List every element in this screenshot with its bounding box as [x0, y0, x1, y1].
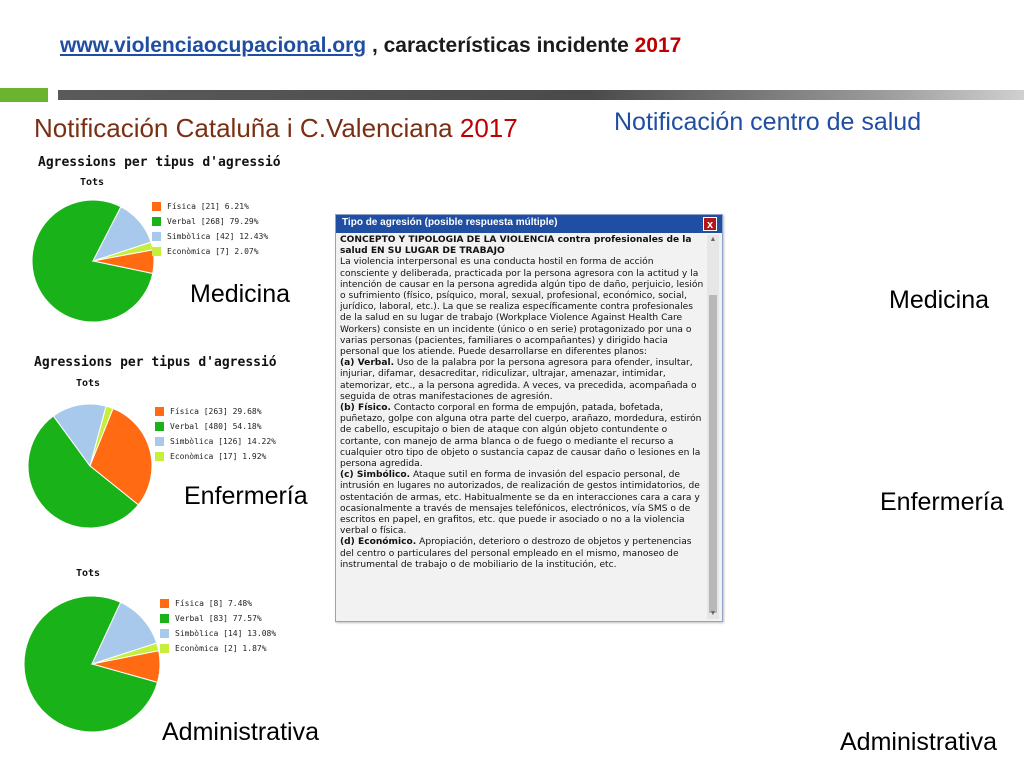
scroll-up-icon[interactable]: ▲	[709, 236, 717, 243]
legend-label: Física [263] 29.68%	[170, 407, 262, 416]
legend-swatch	[152, 232, 161, 241]
legend-swatch	[155, 422, 164, 431]
legend-item	[160, 596, 276, 611]
legend-item	[155, 404, 276, 419]
right-label-administrativa: Administrativa	[840, 728, 997, 756]
close-icon[interactable]: x	[703, 217, 717, 231]
legend-swatch	[155, 437, 164, 446]
chart-2-title: Agressions per tipus d'agressió	[34, 355, 277, 370]
scroll-down-icon[interactable]: ▼	[709, 610, 717, 617]
popup-item-fisico-text: Contacto corporal en forma de empujón, patada, bofetada, puñetazo, golpe con alguna otra parte del cuerpo, arañazo, mordedura, estirón de cabello, escupitajo o bien de ataque con algún objeto contundente o cortante, con manejo de arma blanca o de fuego o mediante el recurso a cualquier otro tipo de objeto o sustancia capaz de causar daño o lesiones en la persona agredida.	[340, 403, 702, 470]
chart-3-legend	[160, 596, 276, 656]
legend-label: Física [21] 6.21%	[167, 202, 249, 211]
chart-1-pie	[30, 198, 156, 324]
legend-swatch	[155, 452, 164, 461]
legend-item	[155, 419, 276, 434]
legend-swatch	[152, 247, 161, 256]
legend-item	[160, 626, 276, 641]
scroll-thumb[interactable]	[709, 295, 717, 613]
legend-swatch	[152, 217, 161, 226]
legend-label: Verbal [480] 54.18%	[170, 422, 262, 431]
chart-2-pie	[26, 402, 154, 530]
legend-swatch	[155, 407, 164, 416]
popup-item-economico	[340, 537, 704, 571]
legend-label: Física [8] 7.48%	[175, 599, 253, 608]
chart-2-label: Enfermería	[184, 482, 308, 510]
popup-heading: CONCEPTO Y TIPOLOGÍA DE LA VIOLENCIA contra profesionales de la salud EN SU LUGAR DE TRABAJO	[340, 235, 692, 257]
legend-item	[152, 214, 268, 229]
legend-label: Simbòlica [14] 13.08%	[175, 629, 277, 638]
legend-item	[152, 199, 268, 214]
left-section-title-text: Notificación Cataluña i C.Valenciana	[34, 113, 460, 143]
legend-label: Econòmica [17] 1.92%	[170, 452, 267, 461]
accent-tab	[0, 88, 48, 102]
popup-item-fisico-label: (b) Físico.	[340, 403, 391, 414]
legend-swatch	[160, 629, 169, 638]
popup-item-simbolico-label: (c) Simbólico.	[340, 470, 411, 481]
slide-title-text: , características incidente	[366, 34, 635, 57]
popup-item-simbolico-text: Ataque sutil en forma de invasión del espacio personal, de intrusión en lugares no autorizados, de realización de gestos intimidatorios, de ostentación de armas, etc. Habitualmente se da en interacciones cara a cara y ocasionalmente a través de mensajes telefónicos, electrónicos, vía SMS o de escritos en papel, en grafitos, etc. que puede ir asociado o no a la violencia verbal o física.	[340, 470, 700, 537]
popup-title-bar	[336, 215, 722, 233]
legend-label: Verbal [83] 77.57%	[175, 614, 262, 623]
legend-label: Econòmica [2] 1.87%	[175, 644, 267, 653]
popup-scrollbar[interactable]	[707, 235, 719, 619]
chart-1-legend	[152, 199, 268, 259]
legend-item	[160, 611, 276, 626]
chart-1-subtitle: Tots	[80, 177, 105, 188]
aggression-type-popup	[335, 214, 723, 622]
header-divider-bar	[58, 90, 1024, 100]
right-label-medicina: Medicina	[889, 286, 990, 314]
chart-3-pie	[22, 594, 162, 734]
legend-item	[160, 641, 276, 656]
popup-item-verbal-text: Uso de la palabra por la persona agresora para ofender, insultar, injuriar, difamar, desacreditar, ridiculizar, ultrajar, amenazar, intimidar, atemorizar, etc., a la persona agredida. A veces, va precedida, acompañada o seguida de otras manifestaciones de agresión.	[340, 358, 697, 402]
legend-swatch	[160, 644, 169, 653]
popup-item-economico-label: (d) Económico.	[340, 537, 417, 548]
legend-item	[152, 244, 268, 259]
legend-swatch	[160, 599, 169, 608]
legend-label: Simbòlica [42] 12.43%	[167, 232, 269, 241]
legend-swatch	[160, 614, 169, 623]
legend-item	[155, 434, 276, 449]
popup-item-verbal-label: (a) Verbal.	[340, 358, 395, 369]
chart-1-label: Medicina	[190, 280, 291, 308]
slide-title-year: 2017	[634, 34, 682, 57]
left-section-title	[34, 113, 518, 144]
popup-item-verbal	[340, 358, 704, 403]
popup-content	[340, 235, 704, 615]
chart-2-legend	[155, 404, 276, 464]
chart-1-title: Agressions per tipus d'agressió	[38, 155, 281, 170]
website-link[interactable]: www.violenciaocupacional.org	[60, 34, 367, 57]
legend-label: Verbal [268] 79.29%	[167, 217, 259, 226]
legend-label: Simbòlica [126] 14.22%	[170, 437, 276, 446]
popup-item-economico-text: Apropiación, deterioro o destrozo de objetos y pertenencias del centro o particulares del personal empleado en el mismo, manoseo de instrumental de trabajo o de mobiliario de la institución, etc.	[340, 537, 692, 570]
popup-item-simbolico	[340, 470, 704, 537]
legend-item	[152, 229, 268, 244]
chart-3-label: Administrativa	[162, 718, 319, 746]
popup-title: Tipo de agresión (posible respuesta múltiple)	[342, 217, 558, 228]
legend-label: Econòmica [7] 2.07%	[167, 247, 259, 256]
right-label-enfermeria: Enfermería	[880, 488, 1004, 516]
legend-item	[155, 449, 276, 464]
popup-intro: La violencia interpersonal es una conducta hostil en forma de acción consciente y deliberada, practicada por la persona agresora con la actitud y la intención de causar en la persona agredida algún tipo de daño, perjuicio, lesión o sufrimiento (físico, psíquico, moral, sexual, profesional, económico, social, jurídico, laboral, etc.). La que se realiza específicamente contra profesionales de la salud en su lugar de trabajo (Workplace Violence Against Health Care Workers) consiste en un incidente (único o en serie) protagonizado por una o varias personas (pacientes, familiares o acompañantes) y dirigido hacia personal que los atiende. Puede desarrollarse en diferentes planos:	[340, 257, 704, 358]
right-section-title: Notificación centro de salud	[614, 108, 922, 136]
popup-item-fisico	[340, 403, 704, 470]
chart-2-subtitle: Tots	[76, 378, 101, 389]
legend-swatch	[152, 202, 161, 211]
slide-title	[60, 34, 681, 58]
chart-3-subtitle: Tots	[76, 568, 101, 579]
left-section-title-year: 2017	[459, 113, 518, 143]
